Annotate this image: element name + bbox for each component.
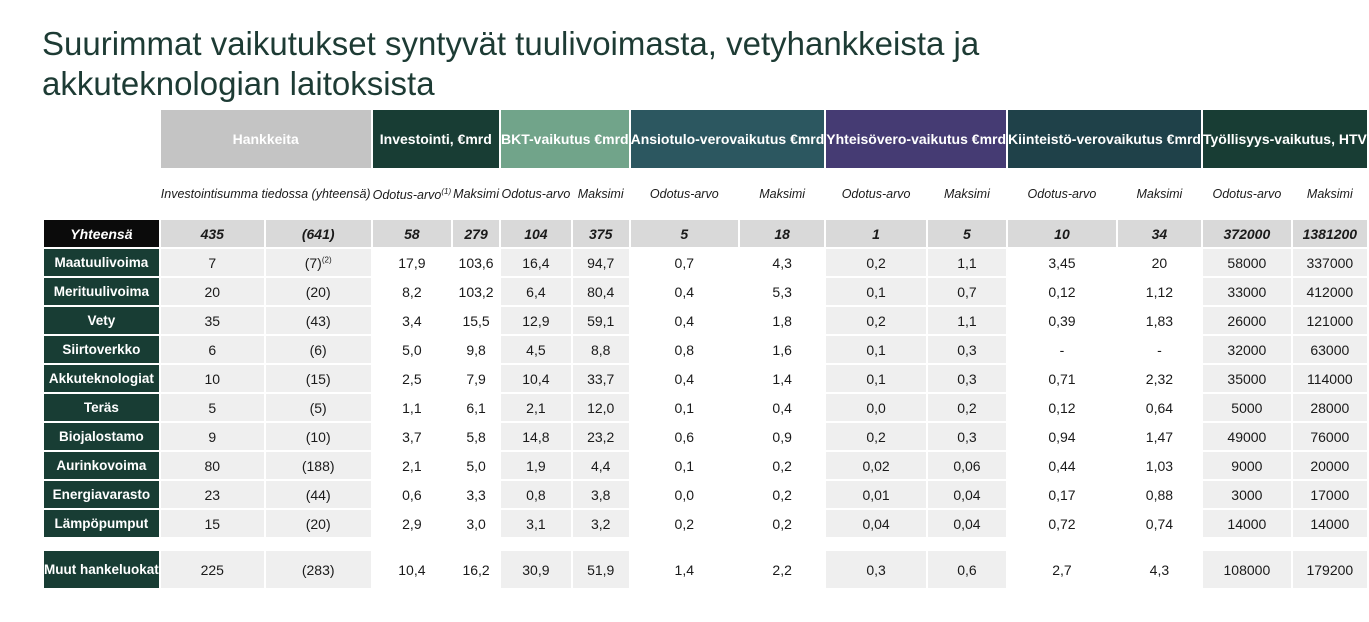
table-cell: (10)	[266, 423, 371, 450]
table-cell: 3,4	[373, 307, 452, 334]
total-cell: 34	[1118, 220, 1201, 247]
table-cell: 32000	[1203, 336, 1291, 363]
table-cell: 0,02	[826, 452, 926, 479]
table-cell: 0,6	[928, 551, 1006, 588]
table-row	[44, 249, 1367, 276]
table-cell: -	[1118, 336, 1201, 363]
spacer-cell	[44, 539, 1367, 549]
table-cell: 1,47	[1118, 423, 1201, 450]
table-cell: 20	[161, 278, 264, 305]
table-cell: 76000	[1293, 423, 1367, 450]
table-cell: 23,2	[573, 423, 629, 450]
table-cell: 0,12	[1008, 278, 1116, 305]
page-title: Suurimmat vaikutukset syntyvät tuulivoimasta, vetyhankkeista ja akkuteknologian laitoksista	[42, 25, 980, 103]
table-cell: 3,45	[1008, 249, 1116, 276]
table-cell: 1,6	[740, 336, 824, 363]
table-cell: 0,94	[1008, 423, 1116, 450]
total-cell: (641)	[266, 220, 371, 247]
table-row	[44, 481, 1367, 508]
table-cell: (20)	[266, 278, 371, 305]
table-cell: 0,64	[1118, 394, 1201, 421]
total-cell: 1381200	[1293, 220, 1367, 247]
column-header: Yhteisövero-vaikutus €mrd	[826, 110, 1006, 168]
table-cell: (5)	[266, 394, 371, 421]
table-cell: 1,1	[928, 249, 1006, 276]
table-cell: 4,3	[740, 249, 824, 276]
total-cell: 58	[373, 220, 452, 247]
subheader-maksimi: Maksimi	[1118, 170, 1201, 218]
table-cell: 16,2	[453, 551, 499, 588]
table-cell: 80,4	[573, 278, 629, 305]
table-cell: (6)	[266, 336, 371, 363]
table-cell: 0,0	[826, 394, 926, 421]
total-cell: 279	[453, 220, 499, 247]
row-label: Teräs	[44, 394, 159, 421]
table-cell: 0,2	[928, 394, 1006, 421]
table-cell: 103,2	[453, 278, 499, 305]
table-cell: 10,4	[501, 365, 571, 392]
footnote-marker: (2)	[321, 254, 332, 264]
table-cell: 12,9	[501, 307, 571, 334]
table-cell: 16,4	[501, 249, 571, 276]
table-row	[44, 510, 1367, 537]
subheader-odotusarvo: Odotus-arvo	[1203, 170, 1291, 218]
table-cell: 2,9	[373, 510, 452, 537]
table-cell: 14000	[1203, 510, 1291, 537]
table-cell: 1,1	[928, 307, 1006, 334]
table-cell: 17000	[1293, 481, 1367, 508]
table-cell: 0,3	[928, 336, 1006, 363]
row-label: Lämpöpumput	[44, 510, 159, 537]
row-label: Muut hankeluokat	[44, 551, 159, 588]
table-cell: 51,9	[573, 551, 629, 588]
table-cell: 6,1	[453, 394, 499, 421]
table-cell: 6	[161, 336, 264, 363]
table-cell: 8,8	[573, 336, 629, 363]
table-row	[44, 365, 1367, 392]
table-cell: 5,0	[453, 452, 499, 479]
table-cell: 412000	[1293, 278, 1367, 305]
row-label: Maatuulivoima	[44, 249, 159, 276]
table-cell: 0,6	[631, 423, 738, 450]
table-cell: $(7)^{(2)}$	[266, 249, 371, 276]
subheader-maksimi: Maksimi	[453, 170, 499, 218]
table-cell: 5000	[1203, 394, 1291, 421]
table-cell: 59,1	[573, 307, 629, 334]
corner-cell	[44, 170, 159, 218]
table-cell: 10	[161, 365, 264, 392]
table-cell: 9000	[1203, 452, 1291, 479]
table-cell: 4,5	[501, 336, 571, 363]
table-cell: 0,71	[1008, 365, 1116, 392]
table-cell: 0,2	[826, 423, 926, 450]
table-cell: 0,4	[631, 307, 738, 334]
row-label: Vety	[44, 307, 159, 334]
table-cell: 4,4	[573, 452, 629, 479]
table-cell: 9,8	[453, 336, 499, 363]
row-label: Energiavarasto	[44, 481, 159, 508]
table-cell: 0,3	[928, 423, 1006, 450]
table-cell: 0,7	[631, 249, 738, 276]
table-cell: 28000	[1293, 394, 1367, 421]
table-cell: 0,39	[1008, 307, 1116, 334]
table-cell: 3000	[1203, 481, 1291, 508]
table-cell: 33,7	[573, 365, 629, 392]
table-cell: 0,04	[928, 510, 1006, 537]
table-cell: 33000	[1203, 278, 1291, 305]
table-cell: 12,0	[573, 394, 629, 421]
table-cell: 17,9	[373, 249, 452, 276]
table-cell: 0,8	[631, 336, 738, 363]
table-cell: 0,44	[1008, 452, 1116, 479]
table-row	[44, 307, 1367, 334]
table-cell: 0,2	[740, 481, 824, 508]
table-cell: 15	[161, 510, 264, 537]
subheader-odotusarvo: Odotus-arvo	[631, 170, 738, 218]
table-cell: 0,74	[1118, 510, 1201, 537]
table-cell: 0,2	[740, 452, 824, 479]
table-cell: 4,3	[1118, 551, 1201, 588]
table-row	[44, 423, 1367, 450]
table-cell: 0,2	[826, 307, 926, 334]
table-cell: 0,01	[826, 481, 926, 508]
table-cell: 3,0	[453, 510, 499, 537]
table-cell: 7	[161, 249, 264, 276]
table-cell: 0,4	[631, 365, 738, 392]
column-header: Työllisyys-vaikutus, HTV	[1203, 110, 1367, 168]
table-cell: 0,1	[826, 278, 926, 305]
table-cell: 26000	[1203, 307, 1291, 334]
table-cell: 1,1	[373, 394, 452, 421]
subheader-odotusarvo: Odotus-arvo	[501, 170, 571, 218]
table-cell: 0,4	[631, 278, 738, 305]
table-cell: 179200	[1293, 551, 1367, 588]
total-cell: 5	[928, 220, 1006, 247]
table-cell: 1,8	[740, 307, 824, 334]
table-cell: 0,2	[826, 249, 926, 276]
column-header: Investointi, €mrd	[373, 110, 499, 168]
table-cell: 3,8	[573, 481, 629, 508]
table-cell: 94,7	[573, 249, 629, 276]
table-cell: 0,88	[1118, 481, 1201, 508]
corner-cell	[44, 110, 159, 168]
table-cell: 1,83	[1118, 307, 1201, 334]
table-cell: 5,0	[373, 336, 452, 363]
table-row	[44, 336, 1367, 363]
subheader-maksimi: Maksimi	[573, 170, 629, 218]
table-cell: 0,9	[740, 423, 824, 450]
table-cell: 0,2	[740, 510, 824, 537]
table-cell: 35	[161, 307, 264, 334]
total-cell: 10	[1008, 220, 1116, 247]
row-label: Siirtoverkko	[44, 336, 159, 363]
table-cell: (188)	[266, 452, 371, 479]
table-cell: 0,1	[826, 336, 926, 363]
total-cell: 18	[740, 220, 824, 247]
table-cell: 2,1	[373, 452, 452, 479]
total-cell: 5	[631, 220, 738, 247]
table-cell: 0,3	[928, 365, 1006, 392]
table-row	[44, 394, 1367, 421]
table-cell: 225	[161, 551, 264, 588]
table-cell: 121000	[1293, 307, 1367, 334]
spacer-row	[44, 539, 1367, 549]
total-row	[44, 220, 1367, 247]
row-label: Merituulivoima	[44, 278, 159, 305]
header-row	[44, 110, 1367, 168]
subheader-row	[44, 170, 1367, 218]
subheader-maksimi: Maksimi	[740, 170, 824, 218]
table-cell: 3,7	[373, 423, 452, 450]
table-cell: 2,5	[373, 365, 452, 392]
table-cell: 10,4	[373, 551, 452, 588]
footnote-marker: (1)	[441, 187, 452, 197]
table-cell: 15,5	[453, 307, 499, 334]
table-cell: 0,3	[826, 551, 926, 588]
table-cell: (283)	[266, 551, 371, 588]
total-cell: 104	[501, 220, 571, 247]
table-cell: 0,4	[740, 394, 824, 421]
subheader-maksimi: Maksimi	[1293, 170, 1367, 218]
table-cell: 0,1	[631, 394, 738, 421]
table-cell: 0,72	[1008, 510, 1116, 537]
table-cell: 0,04	[928, 481, 1006, 508]
total-cell: 1	[826, 220, 926, 247]
table-cell: 0,04	[826, 510, 926, 537]
table-cell: 1,03	[1118, 452, 1201, 479]
column-header: BKT-vaikutus €mrd	[501, 110, 629, 168]
table-cell: 6,4	[501, 278, 571, 305]
table-cell: 58000	[1203, 249, 1291, 276]
table-row	[44, 452, 1367, 479]
total-label: Yhteensä	[44, 220, 159, 247]
row-label: Biojalostamo	[44, 423, 159, 450]
table-cell: 0,1	[826, 365, 926, 392]
table-cell: (20)	[266, 510, 371, 537]
table-cell: 8,2	[373, 278, 452, 305]
table-cell: 2,7	[1008, 551, 1116, 588]
table-cell: 7,9	[453, 365, 499, 392]
column-header: Ansiotulo-verovaikutus €mrd	[631, 110, 825, 168]
table-cell: (43)	[266, 307, 371, 334]
table-cell: 30,9	[501, 551, 571, 588]
table-cell: 2,32	[1118, 365, 1201, 392]
table-cell: 103,6	[453, 249, 499, 276]
table-cell: 63000	[1293, 336, 1367, 363]
subheader-odotusarvo: Odotus-arvo	[826, 170, 926, 218]
table-cell: 2,2	[740, 551, 824, 588]
table-cell: 0,06	[928, 452, 1006, 479]
table-cell: 1,12	[1118, 278, 1201, 305]
table-cell: 2,1	[501, 394, 571, 421]
table-cell: 1,4	[631, 551, 738, 588]
table-row	[44, 278, 1367, 305]
table-cell: 0,17	[1008, 481, 1116, 508]
impact-table	[42, 108, 1369, 590]
table-cell: 9	[161, 423, 264, 450]
table-cell: 0,6	[373, 481, 452, 508]
row-label: Aurinkovoima	[44, 452, 159, 479]
total-cell: 375	[573, 220, 629, 247]
subheader-odotusarvo: Odotus-arvo$^{(1)}$	[373, 170, 452, 218]
column-header: Kiinteistö-verovaikutus €mrd	[1008, 110, 1201, 168]
row-label: Akkuteknologiat	[44, 365, 159, 392]
total-cell: 372000	[1203, 220, 1291, 247]
subheader-maksimi: Maksimi	[928, 170, 1006, 218]
table-cell: 0,2	[631, 510, 738, 537]
total-cell: 435	[161, 220, 264, 247]
table-cell: 337000	[1293, 249, 1367, 276]
muut-row	[44, 551, 1367, 588]
table-cell: 3,2	[573, 510, 629, 537]
table-cell: -	[1008, 336, 1116, 363]
table-cell: 5,8	[453, 423, 499, 450]
table-cell: 35000	[1203, 365, 1291, 392]
table-cell: 0,1	[631, 452, 738, 479]
table-cell: (15)	[266, 365, 371, 392]
table-cell: (44)	[266, 481, 371, 508]
subheader-investment-known: Investointisumma tiedossa (yhteensä)	[161, 170, 371, 218]
table-cell: 5,3	[740, 278, 824, 305]
table-cell: 108000	[1203, 551, 1291, 588]
table-cell: 0,0	[631, 481, 738, 508]
table-cell: 80	[161, 452, 264, 479]
table-cell: 20	[1118, 249, 1201, 276]
table-cell: 1,9	[501, 452, 571, 479]
column-header: Hankkeita	[161, 110, 371, 168]
table-cell: 49000	[1203, 423, 1291, 450]
table-cell: 3,1	[501, 510, 571, 537]
table-cell: 0,8	[501, 481, 571, 508]
table-cell: 114000	[1293, 365, 1367, 392]
table-cell: 20000	[1293, 452, 1367, 479]
table-cell: 0,12	[1008, 394, 1116, 421]
table-cell: 23	[161, 481, 264, 508]
subheader-odotusarvo: Odotus-arvo	[1008, 170, 1116, 218]
table-cell: 1,4	[740, 365, 824, 392]
table-cell: 14000	[1293, 510, 1367, 537]
table-cell: 5	[161, 394, 264, 421]
table-cell: 3,3	[453, 481, 499, 508]
table-cell: 0,7	[928, 278, 1006, 305]
table-cell: 14,8	[501, 423, 571, 450]
